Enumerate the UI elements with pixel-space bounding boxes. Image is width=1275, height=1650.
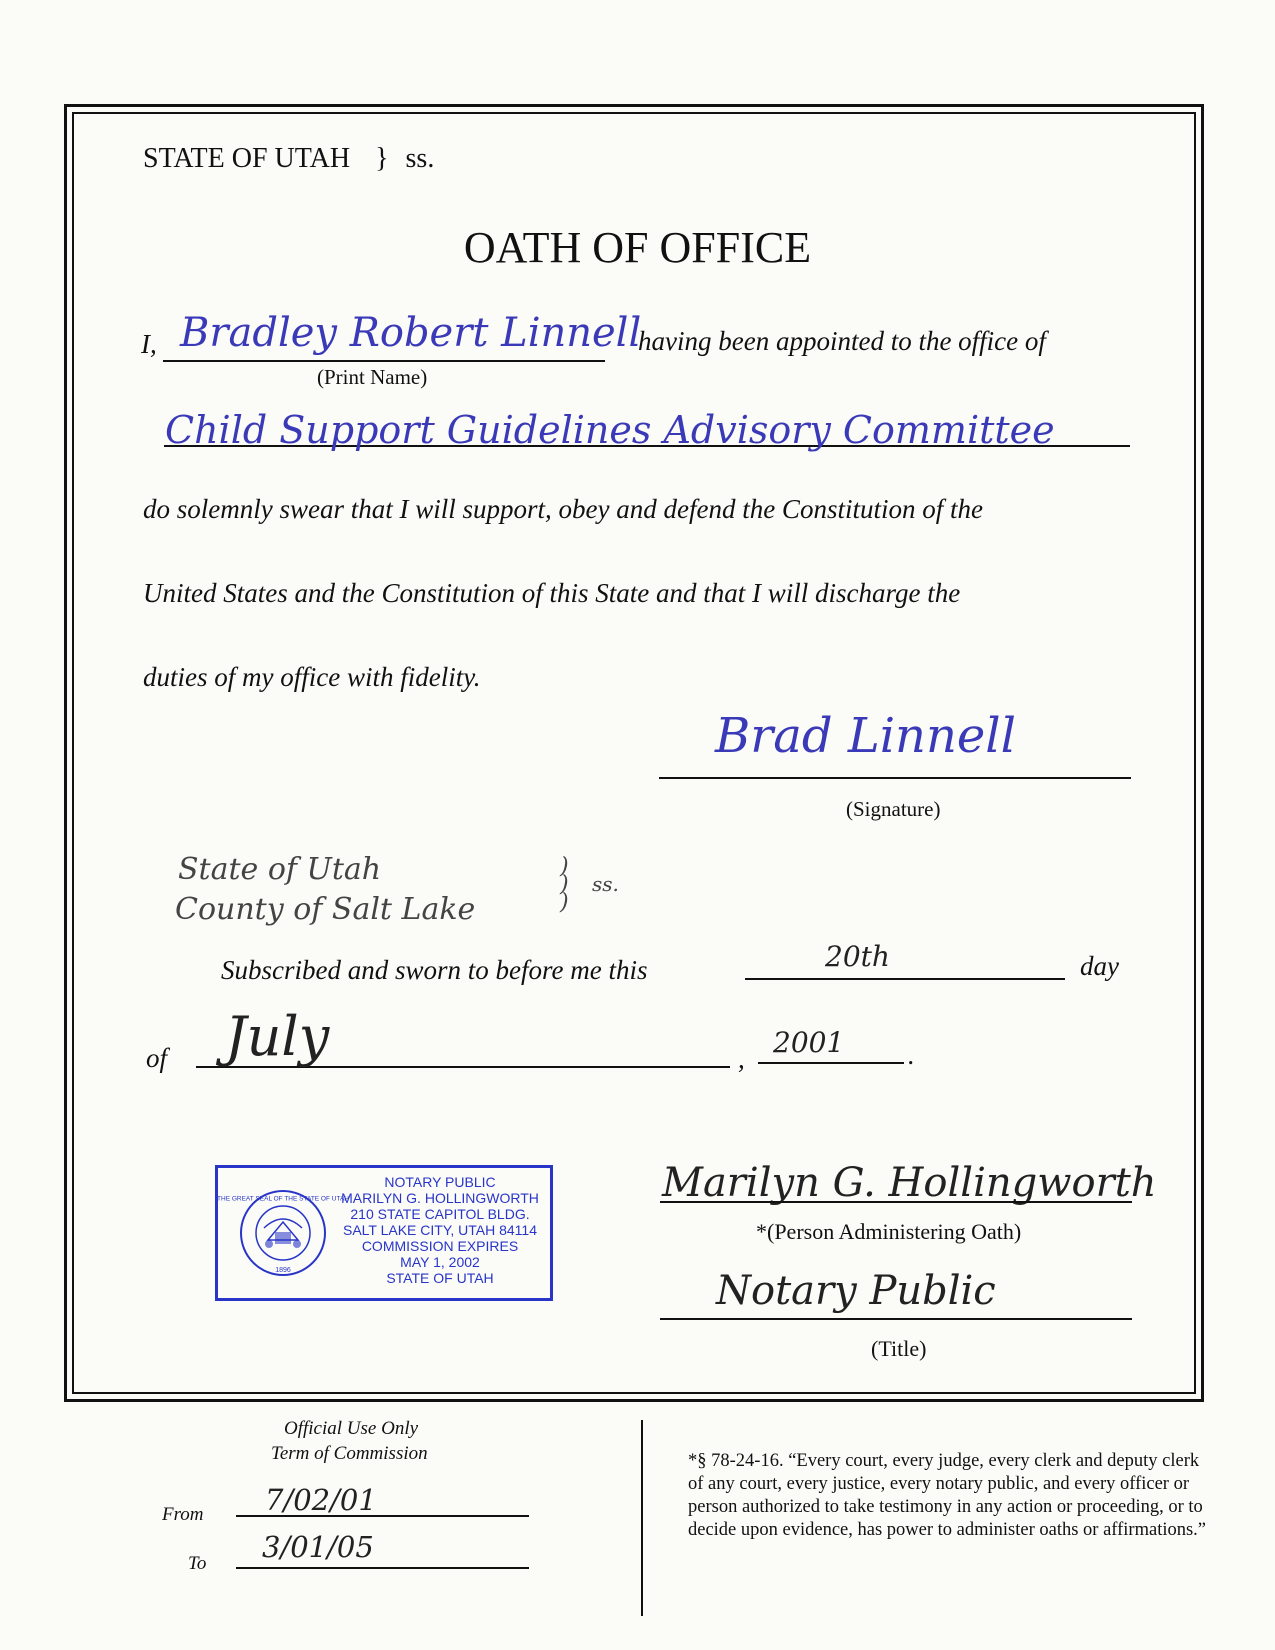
administering-label: *(Person Administering Oath) bbox=[756, 1219, 1022, 1244]
administering-line bbox=[660, 1201, 1132, 1203]
of-label: of bbox=[146, 1043, 168, 1073]
title-handwritten: Notary Public bbox=[716, 1268, 996, 1314]
year-line bbox=[758, 1062, 904, 1064]
comma: , bbox=[738, 1044, 745, 1074]
from-handwritten: 7/02/01 bbox=[265, 1483, 377, 1517]
venue-ss: ss. bbox=[592, 872, 619, 896]
administering-handwritten: Marilyn G. Hollingworth bbox=[662, 1160, 1157, 1206]
stamp-line: COMMISSION EXPIRES bbox=[361, 1238, 519, 1254]
stamp-line: NOTARY PUBLIC bbox=[384, 1174, 496, 1190]
notary-stamp bbox=[215, 1165, 553, 1301]
signature-line bbox=[659, 777, 1131, 779]
stamp-line: MAY 1, 2002 bbox=[400, 1254, 480, 1270]
year-handwritten: 2001 bbox=[773, 1026, 845, 1059]
to-line bbox=[236, 1567, 529, 1569]
section-divider bbox=[641, 1420, 643, 1616]
stamp-line: 210 STATE CAPITOL BLDG. bbox=[350, 1206, 530, 1222]
to-handwritten: 3/01/05 bbox=[262, 1530, 374, 1564]
state-seal-icon bbox=[217, 1188, 349, 1278]
signature-handwritten: Brad Linnell bbox=[715, 708, 1016, 764]
seal-emblem-text: THE GREAT SEAL OF THE STATE OF UTAH bbox=[217, 1195, 349, 1203]
appointed-text: having been appointed to the office of bbox=[638, 326, 1046, 356]
office-handwritten: Child Support Guidelines Advisory Committee bbox=[165, 408, 1055, 452]
stamp-line: SALT LAKE CITY, UTAH 84114 bbox=[342, 1222, 538, 1238]
oath-body-line-1: do solemnly swear that I will support, obey and defend the Constitution of the bbox=[143, 494, 983, 524]
stamp-line: STATE OF UTAH bbox=[386, 1270, 494, 1286]
subscribed-text: Subscribed and sworn to before me this bbox=[221, 955, 648, 985]
venue-braces: ) ) ) bbox=[560, 854, 569, 915]
name-handwritten: Bradley Robert Linnell bbox=[180, 310, 642, 356]
month-handwritten: July bbox=[225, 1005, 330, 1068]
to-label: To bbox=[188, 1553, 207, 1574]
from-label: From bbox=[162, 1504, 204, 1525]
title-line bbox=[660, 1318, 1132, 1320]
venue-county: County of Salt Lake bbox=[175, 892, 476, 927]
print-name-label: (Print Name) bbox=[317, 365, 428, 389]
seal-emblem-year: 1896 bbox=[275, 1267, 291, 1274]
signature-label: (Signature) bbox=[846, 797, 941, 821]
venue-state: State of Utah bbox=[178, 852, 382, 887]
state-heading: STATE OF UTAH } ss. bbox=[143, 143, 435, 174]
term-of-commission-heading: Term of Commission bbox=[271, 1443, 428, 1464]
day-handwritten: 20th bbox=[825, 940, 890, 973]
document-title: OATH OF OFFICE bbox=[463, 223, 812, 272]
official-use-heading: Official Use Only bbox=[284, 1418, 419, 1439]
title-label: (Title) bbox=[871, 1336, 927, 1361]
notary-stamp-text bbox=[330, 1174, 550, 1286]
oath-prefix: I, bbox=[141, 329, 157, 359]
period: . bbox=[908, 1040, 915, 1070]
day-label: day bbox=[1080, 951, 1119, 981]
oath-body-line-3: duties of my office with fidelity. bbox=[143, 662, 481, 692]
statute-note: *§ 78-24-16. “Every court, every judge, every clerk and deputy clerk of any court, every justice, every notary public, and every officer or person authorized to take testimony in any action or proceeding, or to decide upon evidence, has power to administer oaths or affirmations.” bbox=[688, 1451, 1207, 1540]
name-line bbox=[163, 360, 605, 362]
stamp-line: MARILYN G. HOLLINGWORTH bbox=[341, 1190, 539, 1206]
oath-body-line-2: United States and the Constitution of this State and that I will discharge the bbox=[143, 578, 961, 608]
day-line bbox=[745, 978, 1065, 980]
